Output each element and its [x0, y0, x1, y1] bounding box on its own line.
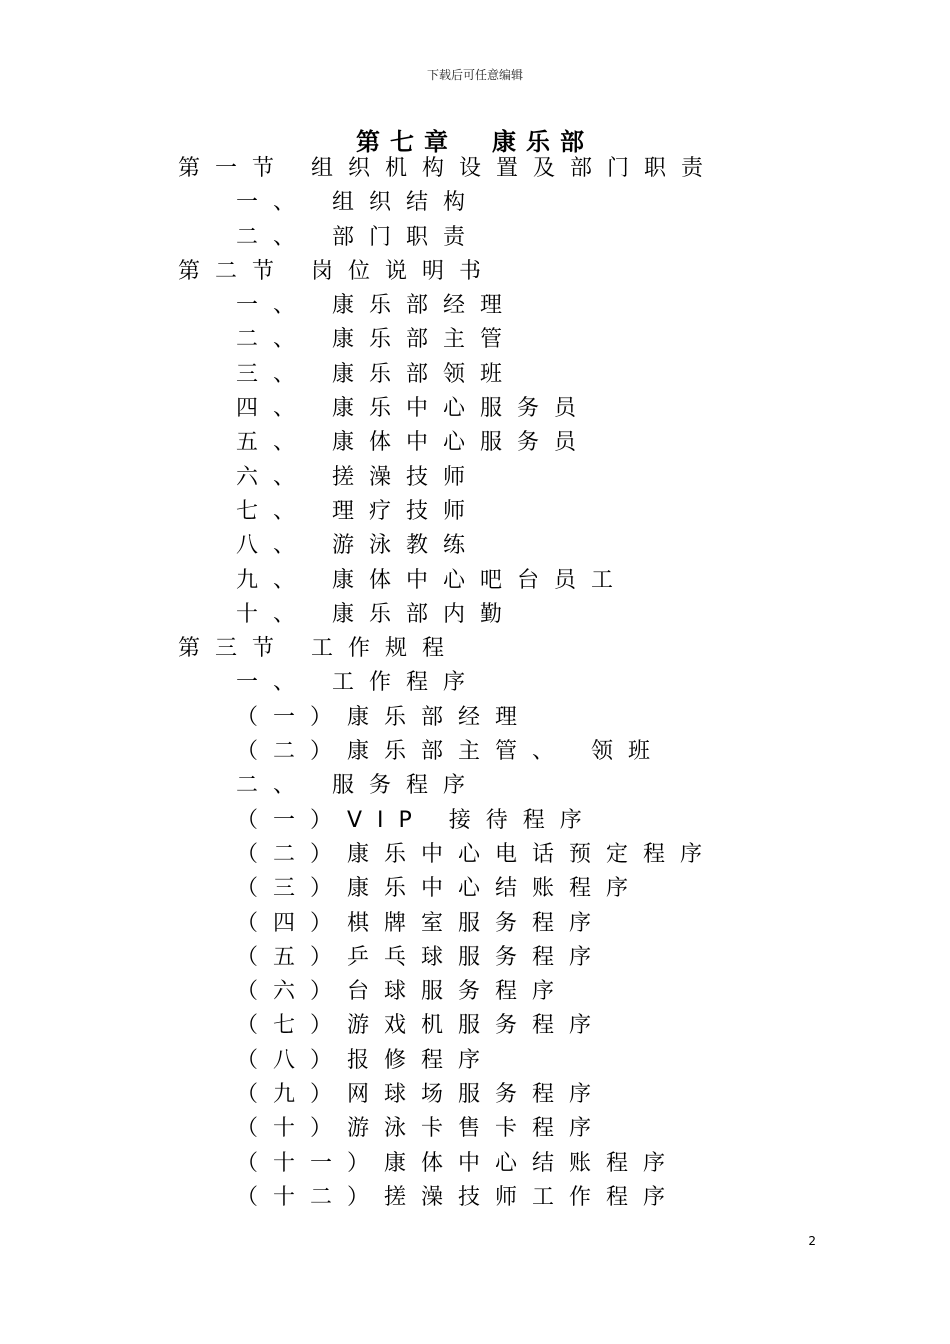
table-of-contents: [0, 152, 950, 1215]
toc-sub-entry: （十一）康体中心结账程序: [236, 1150, 681, 1176]
toc-sub-entry: （二）康乐部主管、 领班: [236, 739, 665, 765]
toc-item-entry: 十、 康乐部内勤: [236, 601, 517, 627]
toc-item-entry: 六、 搓澡技师: [236, 464, 480, 490]
toc-item-entry: 七、 理疗技师: [236, 498, 480, 524]
toc-sub-entry: （七）游戏机服务程序: [236, 1013, 607, 1039]
toc-sub-entry: （六）台球服务程序: [236, 979, 570, 1005]
toc-item-entry: 一、 组织结构: [236, 190, 480, 216]
toc-item-entry: 九、 康体中心吧台员工: [236, 567, 628, 593]
toc-sub-entry: （三）康乐中心结账程序: [236, 876, 644, 902]
toc-sub-entry: （十二）搓澡技师工作程序: [236, 1184, 681, 1210]
toc-item-entry: 三、 康乐部领班: [236, 361, 517, 387]
toc-sub-entry: （五）乒乓球服务程序: [236, 944, 607, 970]
toc-item-entry: 一、 康乐部经理: [236, 293, 517, 319]
toc-sub-entry: （二）康乐中心电话预定程序: [236, 841, 718, 867]
header-note: 下载后可任意编辑: [426, 68, 523, 82]
toc-item-entry: 二、 服务程序: [236, 773, 480, 799]
toc-sub-entry: （一）康乐部经理: [236, 704, 533, 730]
chapter-title: 第七章 康乐部: [356, 128, 594, 156]
toc-item-entry: 二、 康乐部主管: [236, 327, 517, 353]
page-number: 2: [808, 1234, 816, 1248]
toc-sub-entry: （十）游泳卡售卡程序: [236, 1116, 607, 1142]
toc-section-entry: 第二节 岗位说明书: [178, 258, 496, 284]
toc-item-entry: 八、 游泳教练: [236, 533, 480, 559]
toc-sub-entry: （一）VIP 接待程序: [236, 807, 597, 833]
toc-sub-entry: （八）报修程序: [236, 1047, 496, 1073]
toc-item-entry: 五、 康体中心服务员: [236, 430, 591, 456]
toc-item-entry: 四、 康乐中心服务员: [236, 396, 591, 422]
toc-item-entry: 一、 工作程序: [236, 670, 480, 696]
toc-sub-entry: （四）棋牌室服务程序: [236, 910, 607, 936]
toc-item-entry: 二、 部门职责: [236, 224, 480, 250]
toc-section-entry: 第三节 工作规程: [178, 636, 459, 662]
toc-sub-entry: （九）网球场服务程序: [236, 1082, 607, 1108]
toc-section-entry: 第一节 组织机构设置及部门职责: [178, 156, 718, 181]
